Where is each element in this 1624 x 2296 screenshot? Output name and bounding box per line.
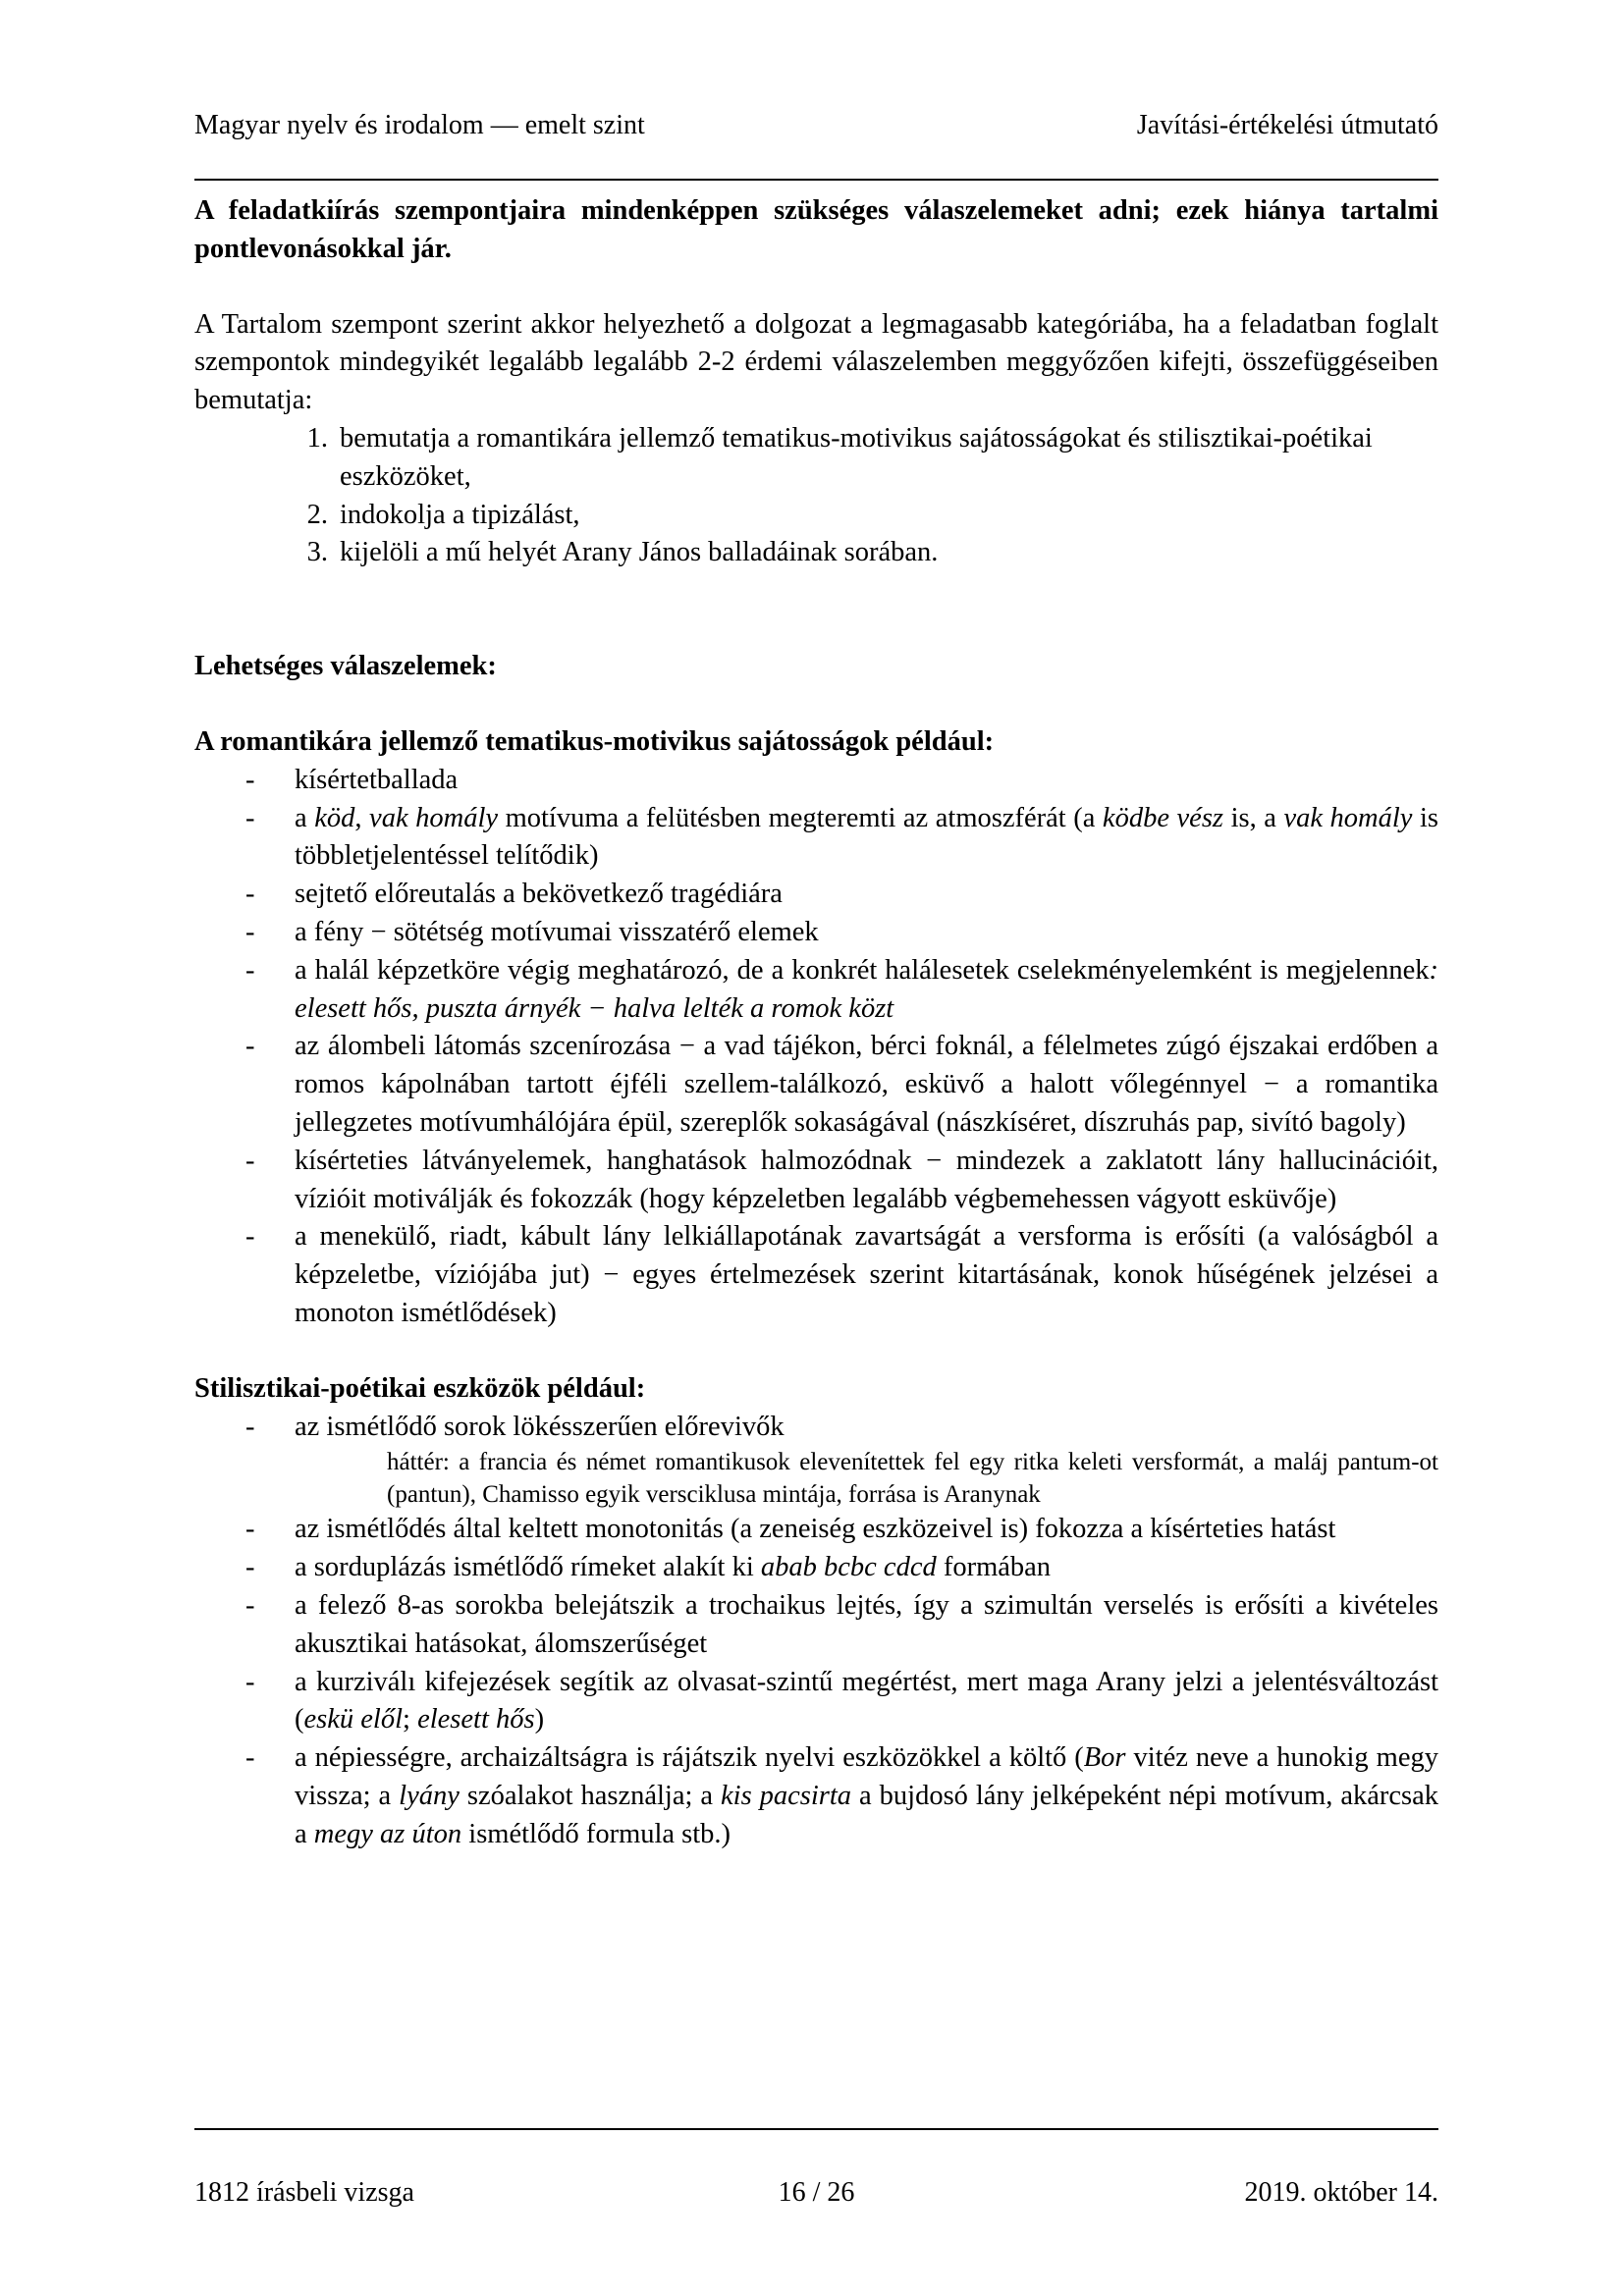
italic-text: vak homály [369, 802, 499, 833]
header-rule [194, 179, 1438, 181]
footer-date: 2019. október 14. [1244, 2177, 1438, 2208]
list-item-text: is, a [1223, 802, 1284, 833]
criteria-text: indokolja a tipizálást, [340, 499, 580, 530]
criteria-list [194, 420, 1438, 572]
list-item [194, 1739, 1438, 1853]
list-item-text: a sorduplázás ismétlődő rímeket alakít ki [295, 1552, 761, 1583]
italic-text: abab bcbc cdcd [760, 1552, 937, 1583]
list-item-text: a fény − sötétség motívumai visszatérő elemek [295, 916, 819, 947]
section2-list-continued [194, 1511, 1438, 1853]
page-header [194, 110, 1438, 149]
background-note: háttér: a francia és német romantikusok elevenítettek fel egy ritka keleti versformát, a maláj pantum-ot (pantun), Chamisso egyik versciklusa mintája, forrása is Aranynak [387, 1449, 1438, 1509]
list-item-text: az álombeli látomás szcenírozása − a vad tájékon, bérci foknál, a félelmetes zúgó éjszakai erdőben a romos kápolnában tartott éjféli szellem-találkozó, esküvő a halott vőlegénnyel − a romantika jellegzetes motívumhálójára épül, szereplők sokaságával (nászkíséret, díszruhás pap, sivító bagoly) [295, 1031, 1438, 1138]
italic-text: eskü elől [303, 1704, 404, 1735]
list-item [194, 1218, 1438, 1332]
criteria-text: bemutatja a romantikára jellemző tematikus-motivikus sajátosságokat és stilisztikai-poétikai eszközöket, [340, 422, 1373, 492]
list-item [194, 914, 1438, 952]
italic-text: elesett hős [417, 1704, 535, 1735]
list-item-text: a felező 8-as sorokba belejátszik a trochaikus lejtés, így a szimultán verselés is erősíti a kivételes akusztikai hatásokat, álomszerűséget [295, 1589, 1438, 1659]
list-item-text: a menekülő, riadt, kábult lány lelkiállapotának zavartságát a versforma is erősíti (a valóságból a képzeletbe, víziójába jut) − egyes értelmezések szerint kitartásának, konok hűségének jelzései a monoton ismétlődések) [295, 1221, 1438, 1328]
list-item [194, 1587, 1438, 1664]
bullet-dash: - [245, 1145, 255, 1176]
list-item-text: kísértetballada [295, 764, 459, 795]
criteria-item [194, 497, 1438, 535]
list-item [194, 1143, 1438, 1219]
list-item [194, 952, 1438, 1029]
italic-text: lyány [399, 1780, 460, 1811]
criteria-item [194, 534, 1438, 572]
header-left-title: Magyar nyelv és irodalom — emelt szint [194, 110, 645, 140]
list-item-text: kísérteties látványelemek, hanghatások halmozódnak − mindezek a zaklatott lány hallucinációit, vízióit motiválják és fokozzák (hogy képzeletben legalább végbemehessen vágyott esküvője) [295, 1145, 1438, 1214]
bullet-dash: - [245, 1552, 255, 1583]
section2-list [194, 1409, 1438, 1447]
bullet-dash: - [245, 802, 255, 833]
bullet-dash: - [245, 954, 255, 986]
italic-text: ködbe vész [1102, 802, 1224, 833]
footer-page-number: 16 / 26 [778, 2177, 855, 2208]
section1-heading: A romantikára jellemző tematikus-motivikus sajátosságok például: [194, 725, 995, 757]
bullet-dash: - [245, 1411, 255, 1442]
list-item-text: is többletjelentéssel telítődik) [295, 802, 1439, 872]
list-item [194, 1549, 1438, 1587]
criteria-number: 2. [306, 499, 328, 530]
list-item-text: a kurziválı kifejezések segítik az olvasat-szintű megértést, mert maga Arany jelzi a jelentésváltozást ( [295, 1666, 1438, 1735]
list-item [194, 800, 1438, 877]
list-item-text: a [295, 802, 315, 833]
header-right-title: Javítási-értékelési útmutató [1136, 110, 1438, 140]
list-item [194, 1409, 1438, 1447]
list-item [194, 762, 1438, 800]
criteria-number: 3. [306, 537, 328, 568]
list-item-text: szóalakot használja; a [459, 1780, 721, 1811]
bullet-dash: - [245, 1742, 255, 1774]
list-item-text: motívuma a felütésben megteremti az atmoszférát (a [498, 802, 1103, 833]
section2-heading: Stilisztikai-poétikai eszközök például: [194, 1372, 646, 1404]
list-item-text: ismétlődő formula stb.) [461, 1818, 731, 1849]
bullet-dash: - [245, 879, 255, 910]
italic-text: vak homály [1283, 802, 1413, 833]
list-item-text: az ismétlődés által keltett monotonitás (a zeneiség eszközeivel is) fokozza a kísérteties hatást [295, 1514, 1336, 1545]
page-content [194, 192, 1438, 1853]
possible-answers-heading: Lehetséges válaszelemek: [194, 651, 497, 682]
list-item [194, 876, 1438, 914]
list-item-text: a népiességre, archaizáltságra is rájátszik nyelvi eszközökkel a költő ( [295, 1742, 1084, 1774]
bullet-dash: - [245, 1666, 255, 1697]
list-item [194, 1511, 1438, 1549]
list-item-text: ; [403, 1704, 418, 1735]
list-item-text: sejtető előreutalás a bekövetkező tragédiára [295, 879, 783, 910]
footer-exam-code: 1812 írásbeli vizsga [194, 2177, 414, 2208]
bullet-dash: - [245, 916, 255, 947]
bullet-dash: - [245, 1514, 255, 1545]
criteria-number: 1. [306, 422, 328, 454]
list-item-text: vitéz neve a hunokig megy vissza; a [295, 1742, 1438, 1811]
italic-text: köd [314, 802, 355, 833]
list-item [194, 1664, 1438, 1740]
criteria-item [194, 420, 1438, 497]
bullet-dash: - [245, 764, 255, 795]
italic-text: : elesett hős, puszta árnyék − halva lelték a romok közt [295, 954, 1438, 1024]
list-item-text: , [354, 802, 370, 833]
section1-list [194, 762, 1438, 1333]
bullet-dash: - [245, 1031, 255, 1062]
list-item [194, 1028, 1438, 1142]
list-item-text: ) [534, 1704, 545, 1735]
intro-bold-note: A feladatkiírás szempontjaira mindenképpen szükséges válaszelemeket adni; ezek hiánya tartalmi pontlevonásokkal jár. [194, 195, 1438, 264]
footer-rule [194, 2128, 1438, 2130]
bullet-dash: - [245, 1221, 255, 1253]
criteria-text: kijelöli a mű helyét Arany János balladáinak sorában. [340, 537, 939, 568]
list-item-text: formában [936, 1552, 1052, 1583]
italic-text: Bor [1083, 1742, 1126, 1774]
list-item-text: a halál képzetköre végig meghatározó, de a konkrét halálesetek cselekményelemként is megjelennek [295, 954, 1430, 986]
list-item-text: a bujdosó lány jelképeként népi motívum, akárcsak a [295, 1780, 1438, 1849]
page-footer [194, 2177, 1438, 2216]
document-page [194, 0, 1438, 2296]
bullet-dash: - [245, 1589, 255, 1621]
list-item-text: az ismétlődő sorok lökésszerűen előrevivők [295, 1411, 785, 1442]
italic-text: megy az úton [313, 1818, 462, 1849]
italic-text: kis pacsirta [721, 1780, 852, 1811]
intro-paragraph: A Tartalom szempont szerint akkor helyezhető a dolgozat a legmagasabb kategóriába, ha a feladatban foglalt szempontok mindegyikét legalább legalább 2-2 érdemi válaszelemben meggyőzően kifejti, összefüggéseiben bemutatja: [194, 308, 1438, 416]
